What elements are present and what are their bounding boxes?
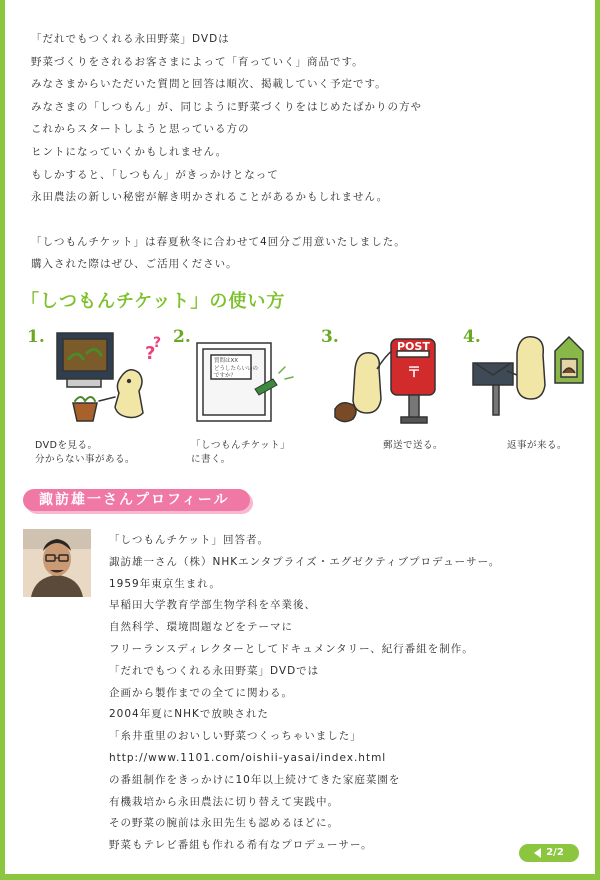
profile-link[interactable]: http://www.1101.com/oishii-yasai/index.html <box>109 751 387 764</box>
profile-text <box>109 530 579 857</box>
intro-text <box>31 28 571 276</box>
step-caption: 郵送で送る。 <box>383 440 444 451</box>
profile-line: 野菜もテレビ番組も作れる希有なプロデューサー。 <box>109 839 373 852</box>
profile-heading: 諏訪雄一さんプロフィール <box>23 489 250 511</box>
step-1 <box>27 323 167 473</box>
svg-text:〒: 〒 <box>407 365 421 381</box>
step-caption: 「しつもんチケット」 に書く。 <box>191 440 291 465</box>
profile-line: 企画から製作までの全てに関わる。 <box>109 686 293 699</box>
mailing-post-illustration <box>325 329 455 433</box>
ticket-text-line: ですか？ <box>214 373 237 379</box>
profile-line: 1959年東京生まれ。 <box>109 577 221 590</box>
pager-label: 2/2 <box>546 847 564 858</box>
step-4 <box>463 323 600 473</box>
step-number: 1. <box>27 327 45 347</box>
step-2 <box>173 323 313 473</box>
profile-line: 「糸井重里のおいしい野菜つくっちゃいました」 <box>109 730 362 743</box>
svg-text:?: ? <box>153 335 162 351</box>
ticket-text-line: どうしたらいいの <box>214 366 259 372</box>
step-3 <box>321 323 461 473</box>
profile-line: 2004年夏にNHKで放映された <box>109 708 269 721</box>
watching-dvd-illustration <box>49 329 169 429</box>
intro-line: もしかすると、「しつもん」がきっかけとなって <box>31 168 279 181</box>
intro-line: 永田農法の新しい秘密が解き明かされることがあるかもしれません。 <box>31 191 389 204</box>
profile-line: フリーランスディレクターとしてドキュメンタリー、紀行番組を制作。 <box>109 642 474 655</box>
svg-text:?: ? <box>145 343 156 364</box>
person-portrait-icon <box>23 529 91 597</box>
intro-line: これからスタートしようと思っている方の <box>31 123 250 136</box>
profile-line: の番組制作をきっかけに10年以上続けてきた家庭菜園を <box>109 773 401 786</box>
howto-heading: 「しつもんチケット」の使い方 <box>21 291 286 312</box>
profile-photo <box>23 529 91 597</box>
receiving-reply-illustration <box>471 329 600 433</box>
profile-line: 諏訪雄一さん（株）NHKエンタプライズ・エグゼクティブプロデューサー。 <box>109 555 501 568</box>
post-label: POST <box>397 340 430 353</box>
profile-line: 「しつもんチケット」回答者。 <box>109 534 270 546</box>
howto-steps <box>5 323 600 473</box>
profile-line: 有機栽培から永田農法に切り替えて実践中。 <box>109 795 339 808</box>
profile-line: 早稲田大学教育学部生物学科を卒業後、 <box>109 599 316 612</box>
profile-line: 自然科学、環境問題などをテーマに <box>109 621 293 634</box>
step-number: 3. <box>321 327 339 347</box>
intro-line: みなさまの「しつもん」が、同じように野菜づくりをはじめたばかりの方や <box>31 100 422 113</box>
step-caption: DVDを見る。 分からない事がある。 <box>35 440 136 465</box>
intro-line: ヒントになっていくかもしれません。 <box>31 145 228 158</box>
triangle-left-icon <box>534 848 541 858</box>
intro-line: 購入された際はぜひ、ご活用ください。 <box>31 258 238 271</box>
intro-line: 「だれでもつくれる永田野菜」DVDは <box>31 33 230 45</box>
intro-line: 「しつもんチケット」は春夏秋冬に合わせて4回分ご用意いたしました。 <box>31 235 406 248</box>
step-number: 2. <box>173 327 191 347</box>
intro-line: 野菜づくりをされるお客さまによって「育っていく」商品です。 <box>31 55 364 68</box>
writing-ticket-illustration <box>189 329 309 429</box>
step-number: 4. <box>463 327 481 347</box>
page-prev-button[interactable] <box>519 844 579 862</box>
profile-line: 「だれでもつくれる永田野菜」DVDでは <box>109 664 320 677</box>
ticket-text-line: 質問はXX <box>214 358 239 364</box>
intro-line: みなさまからいただいた質問と回答は順次、掲載していく予定です。 <box>31 78 387 91</box>
profile-line: その野菜の腕前は永田先生も認めるほどに。 <box>109 817 339 830</box>
step-caption: 返事が来る。 <box>507 440 568 451</box>
